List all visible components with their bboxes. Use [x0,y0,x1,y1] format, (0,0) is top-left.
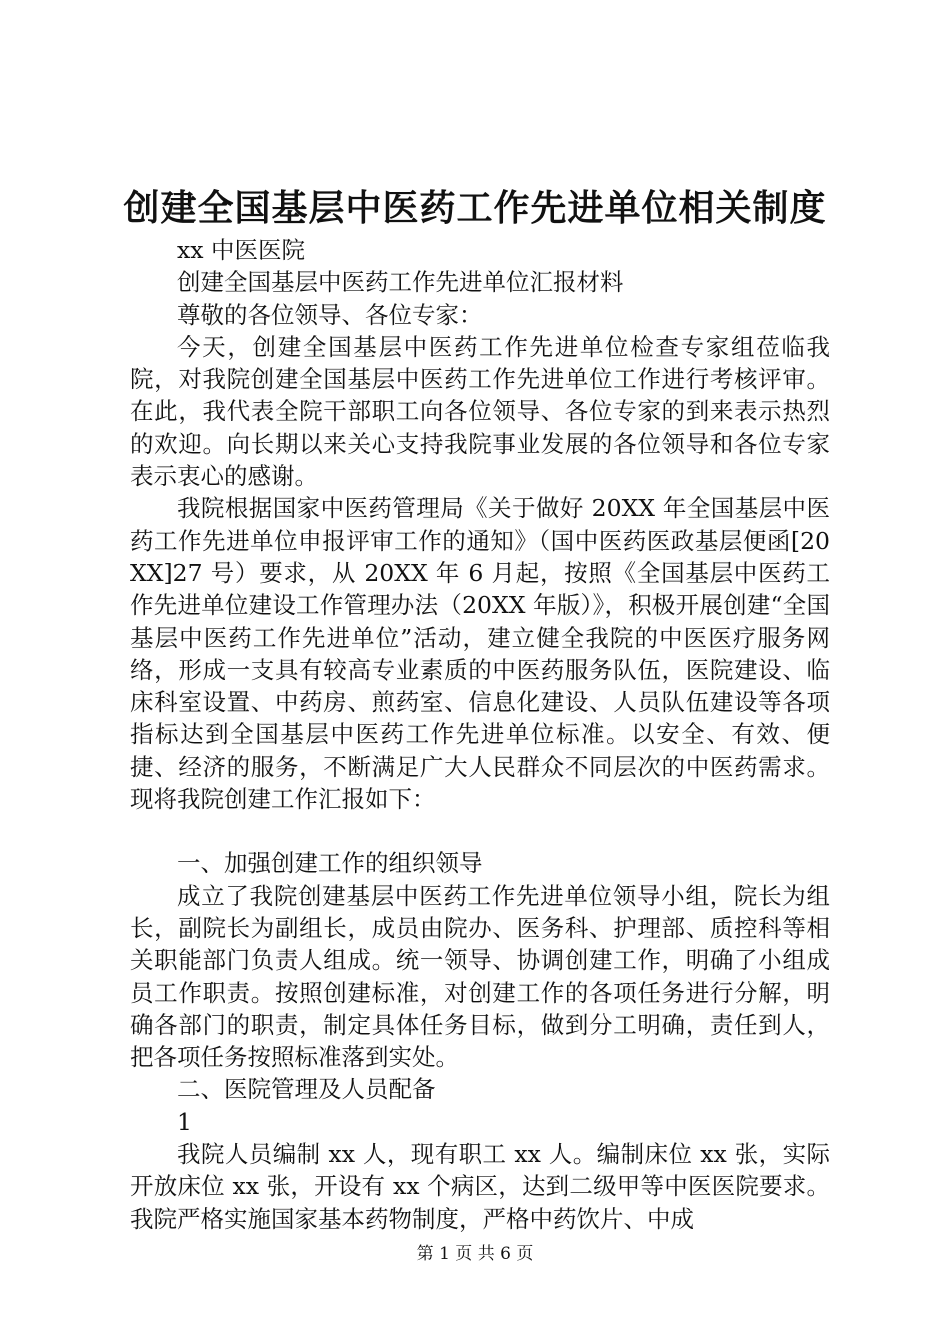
section-heading-1: 一、加强创建工作的组织领导 [177,849,483,878]
paragraph-spacer [130,815,830,847]
document-body [130,234,830,1235]
salutation: 尊敬的各位领导、各位专家： [177,300,483,329]
report-subtitle: 创建全国基层中医药工作先进单位汇报材料 [177,268,624,297]
hospital-name: xx 中医医院 [177,236,305,264]
section-2-paragraph: 我院人员编制 xx 人，现有职工 xx 人。编制床位 xx 张，实际开放床位 xx 张，开设有 xx 个病区，达到二级甲等中医医院要求。我院严格实施国家基本药物制度，严格中药饮片、中成 [130,1140,830,1233]
section-2-item-number: 1 [177,1107,192,1136]
page-footer: 第 1 页 共 6 页 [416,1244,534,1264]
document-title: 创建全国基层中医药工作先进单位相关制度 [123,187,827,229]
section-1-paragraph: 成立了我院创建基层中医药工作先进单位领导小组，院长为组长，副院长为副组长，成员由院办、医务科、护理部、质控科等相关职能部门负责人组成。统一领导、协调创建工作，明确了小组成员工作职责。按照创建标准，对创建工作的各项任务进行分解，明确各部门的职责，制定具体任务目标，做到分工明确，责任到人，把各项任务按照标准落到实处。 [130,881,830,1072]
body-paragraph-welcome: 今天，创建全国基层中医药工作先进单位检查专家组莅临我院，对我院创建全国基层中医药工作先进单位工作进行考核评审。在此，我代表全院干部职工向各位领导、各位专家的到来表示热烈的欢迎。向长期以来关心支持我院事业发展的各位领导和各位专家表示衷心的感谢。 [130,332,830,491]
body-paragraph-overview: 我院根据国家中医药管理局《关于做好 20XX 年全国基层中医药工作先进单位申报评审工作的通知》（国中医药医政基层便函[20XX]27 号）要求，从 20XX 年 6 月起，按照《全国基层中医药工作先进单位建设工作管理办法（20XX 年版）》，积极开展创建“全国基层中医药工作先进单位”活动，建立健全我院的中医医疗服务网络，形成一支具有较高专业素质的中医药服务队伍，医院建设、临床科室设置、中药房、煎药室、信息化建设、人员队伍建设等各项指标达到全国基层中医药工作先进单位标准。以安全、有效、便捷、经济的服务，不断满足广大人民群众不同层次的中医药需求。现将我院创建工作汇报如下： [130,494,830,814]
section-heading-2: 二、医院管理及人员配备 [177,1075,436,1104]
